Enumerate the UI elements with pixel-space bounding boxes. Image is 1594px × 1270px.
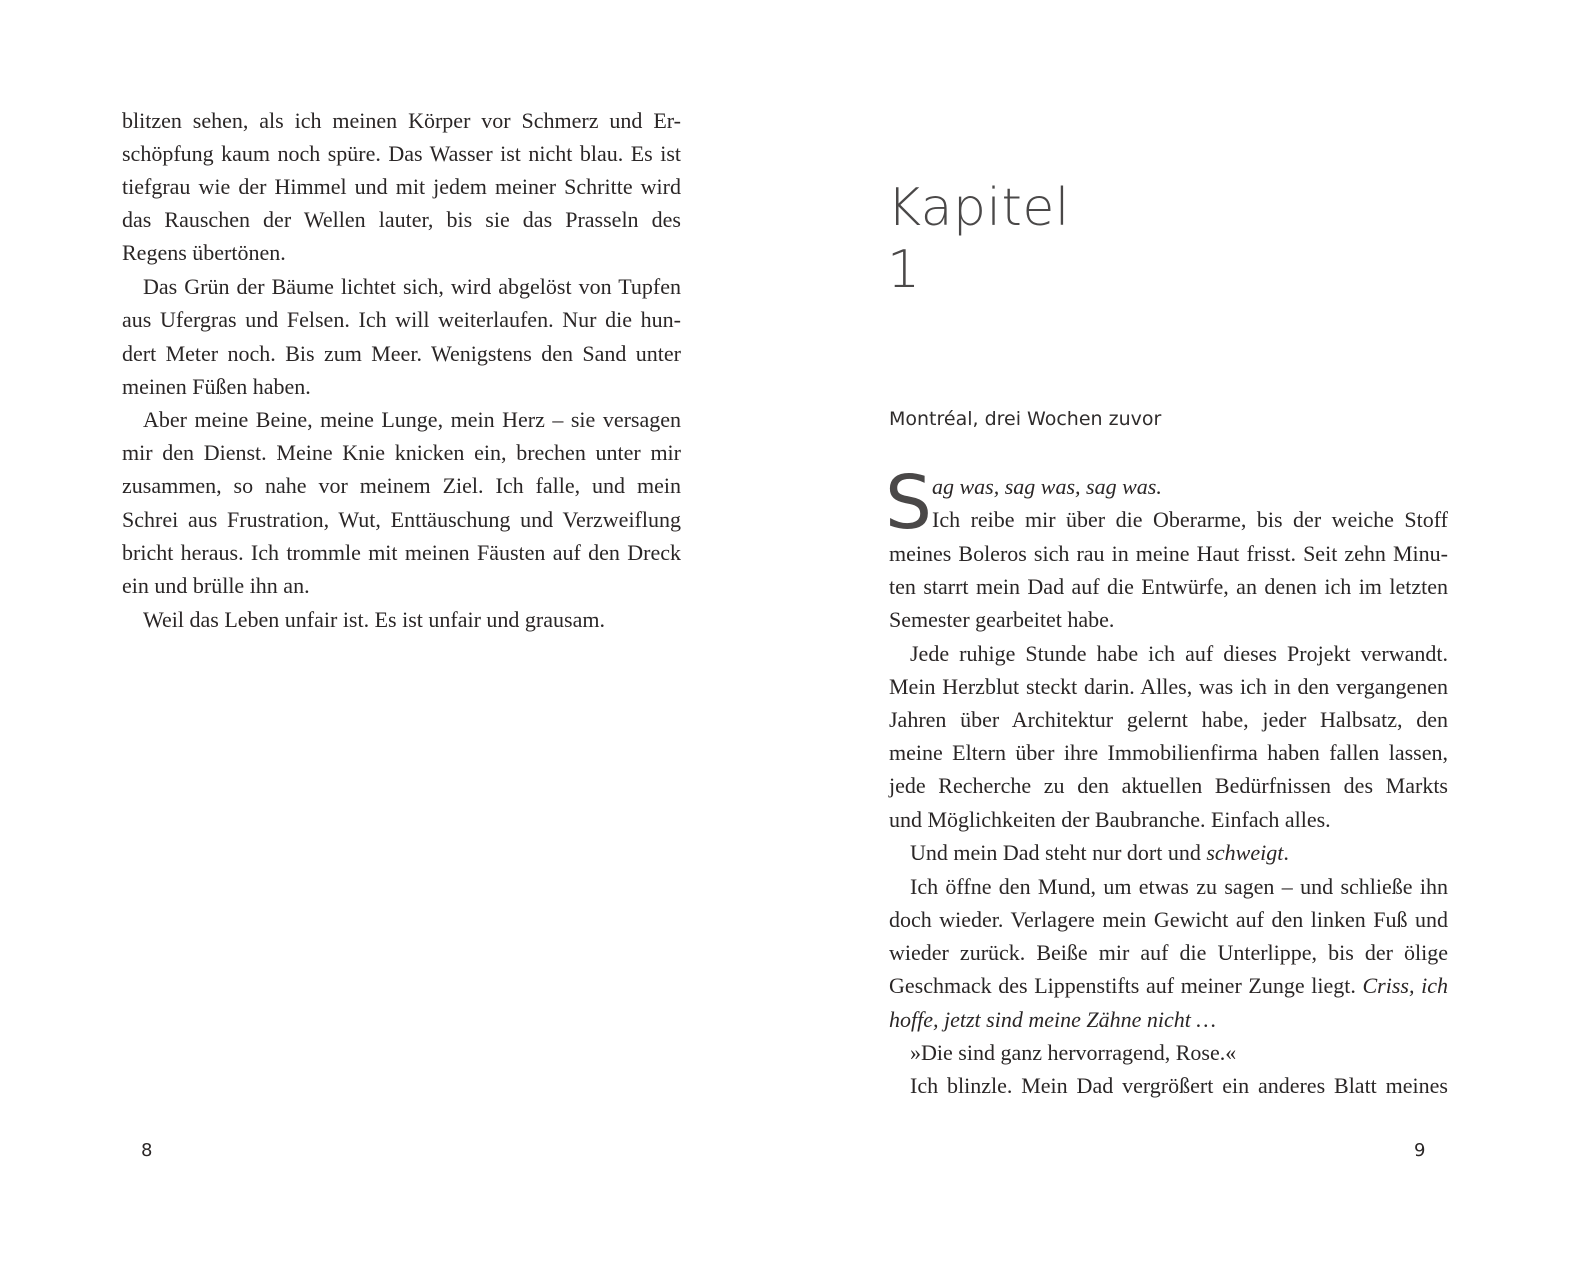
text-line	[889, 836, 1448, 870]
text-line: Regens übertönen.	[122, 240, 286, 265]
chapter-title: Kapitel	[887, 178, 1070, 238]
text-line: meinen Füßen haben.	[122, 374, 311, 399]
text-segment: .	[1283, 840, 1289, 865]
text-segment: Und mein Dad steht nur dort und	[910, 840, 1207, 865]
text-line: Schrei aus Frustration, Wut, Enttäuschung und Verzweiflung	[122, 507, 681, 532]
text-line: meines Boleros sich rau in meine Haut frisst. Seit zehn Minu-	[889, 541, 1448, 566]
chapter-subtitle: Montréal, drei Wochen zuvor	[889, 408, 1162, 430]
text-line: Mein Herzblut steckt darin. Alles, was ich in den vergangenen	[889, 674, 1448, 699]
text-line: bricht heraus. Ich trommle mit meinen Fäusten auf den Dreck	[122, 540, 681, 565]
text-line: doch wieder. Verlagere mein Gewicht auf den linken Fuß und	[889, 907, 1448, 932]
text-line: und Möglichkeiten der Baubranche. Einfach alles.	[889, 807, 1331, 832]
text-line: das Rauschen der Wellen lauter, bis sie das Prasseln des	[122, 207, 681, 232]
page-number: 9	[1414, 1140, 1426, 1161]
text-line: Aber meine Beine, meine Lunge, mein Herz – sie versagen	[143, 407, 681, 432]
text-line: zusammen, so nahe vor meinem Ziel. Ich falle, und mein	[122, 473, 681, 498]
right-page	[797, 0, 1594, 1270]
text-segment: Geschmack des Lippenstifts auf meiner Zunge liegt.	[889, 973, 1363, 998]
text-line: tiefgrau wie der Himmel und mit jedem meiner Schritte wird	[122, 174, 681, 199]
text-line: blitzen sehen, als ich meinen Körper vor Schmerz und Er-	[122, 108, 681, 133]
text-line: wieder zurück. Beiße mir auf die Unterlippe, bis der ölige	[889, 940, 1448, 965]
page-number: 8	[141, 1140, 153, 1161]
text-line: jede Recherche zu den aktuellen Bedürfnissen des Markts	[889, 773, 1448, 798]
chapter-number: 1	[887, 240, 921, 300]
drop-cap: S	[885, 460, 932, 546]
text-line: Ich öffne den Mund, um etwas zu sagen – und schließe ihn	[910, 874, 1448, 899]
text-line: ein und brülle ihn an.	[122, 573, 310, 598]
text-line: hoffe, jetzt sind meine Zähne nicht …	[889, 1007, 1216, 1032]
text-line: Jede ruhige Stunde habe ich auf dieses Projekt verwandt.	[910, 641, 1448, 666]
text-line	[889, 969, 1448, 1003]
text-line: Semester gearbeitet habe.	[889, 607, 1115, 632]
text-line: Weil das Leben unfair ist. Es ist unfair und grausam.	[143, 607, 605, 632]
text-line: dert Meter noch. Bis zum Meer. Wenigstens den Sand unter	[122, 341, 681, 366]
text-line: Das Grün der Bäume lichtet sich, wird abgelöst von Tupfen	[143, 274, 681, 299]
text-line: aus Ufergras und Felsen. Ich will weiterlaufen. Nur die hun-	[122, 307, 681, 332]
text-line: schöpfung kaum noch spüre. Das Wasser ist nicht blau. Es ist	[122, 141, 681, 166]
text-segment-italic: schweigt	[1206, 840, 1284, 865]
text-line: ten starrt mein Dad auf die Entwürfe, an denen ich im letzten	[889, 574, 1448, 599]
text-line: Ich reibe mir über die Oberarme, bis der weiche Stoff	[932, 507, 1448, 532]
text-line: Ich blinzle. Mein Dad vergrößert ein anderes Blatt meines	[910, 1073, 1448, 1098]
text-line: »Die sind ganz hervorragend, Rose.«	[910, 1040, 1237, 1065]
text-segment-italic: Criss, ich	[1362, 973, 1448, 998]
text-line: Jahren über Architektur gelernt habe, jeder Halbsatz, den	[889, 707, 1448, 732]
text-line: mir den Dienst. Meine Knie knicken ein, brechen unter mir	[122, 440, 681, 465]
text-line: meine Eltern über ihre Immobilienfirma haben fallen lassen,	[889, 740, 1448, 765]
text-line: ag was, sag was, sag was.	[932, 474, 1162, 499]
